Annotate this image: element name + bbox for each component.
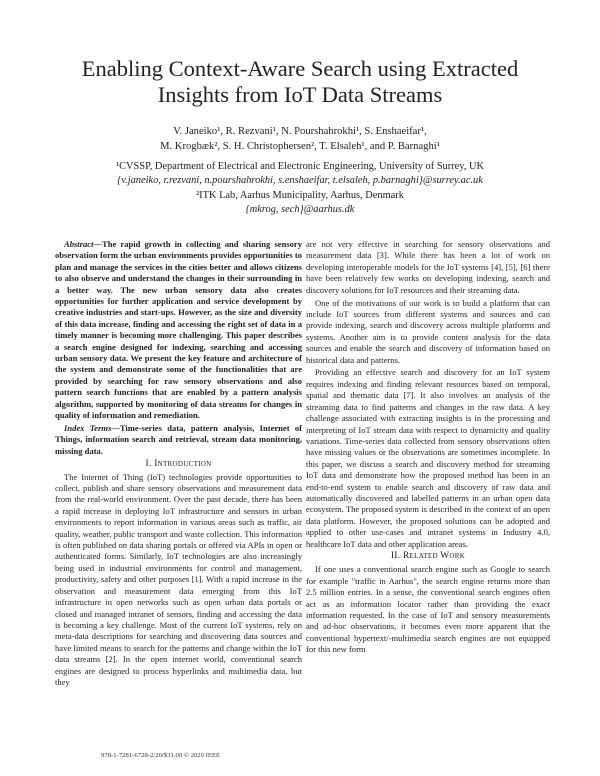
copyright-notice: 978-1-7281-6728-2/20/$31.00 © 2020 IEEE (101, 752, 221, 759)
authors-line-2: M. Krogbæk², S. H. Christophersen², T. Elsaleh¹, and P. Barnaghi¹ (160, 141, 440, 152)
affiliation-1: ¹CVSSP, Department of Electrical and Electronic Engineering, University of Surrey, UK (115, 161, 485, 172)
abstract-label: Abstract (64, 239, 94, 249)
authors-line-1: V. Janeiko¹, R. Rezvani¹, N. Pourshahrokhi¹, S. Enshaeifar¹, (173, 126, 427, 137)
abstract-text: —The rapid growth in collecting and sharing sensory observation form the urban environments provides opportunities to plan and manage the services in the cities better and allows citizens to also observe and understand the changes in their surrounding in a better way. The new urban sensory data also creates opportunities for further application and service development by creative industries and start-ups. However, as the size and diversity of this data increase, finding and accessing the right set of data in a timely manner is becoming more challenging. This paper describes a search engine designed for indexing, searching and accessing urban sensory data. We present the key feature and architecture of the system and demonstrate some of the functionalities that are provided by searching for raw sensory observations and also pattern search functions that are enabled by a pattern analysis algorithm, supported by monitoring of data streams for changes in quality of information and remediation. (55, 239, 302, 421)
intro-paragraph-3: Providing an effective search and discovery for an IoT system requires indexing and finding relevant resources based on temporal, spatial and thematic data [7]. It also involves an analysis of the streaming data to find patterns and changes in the raw data. A key challenge associated with extracting insights is in the processing and interpreting of IoT stream data with respect to dynamicity and quality variations. Time-series data collected from sensory observations often have missing values or the observations are sometimes incomplete. In this paper, we discuss a search and discovery method for streaming IoT data and demonstrate how the proposed method has been in an end-to-end system to enable search and discovery of raw data and automatically discovered and labelled patterns in an urban open data ecosystem. The proposed system is described in the context of an open data platform. However, the proposed solutions can be adopted and applied to other use-cases and intranet systems in Industry 4.0, healthcare IoT data and other application areas. (306, 367, 550, 549)
title-line-1: Enabling Context-Aware Search using Extracted (81, 56, 519, 81)
abstract (55, 239, 302, 422)
affiliations (40, 160, 560, 218)
right-column (306, 239, 550, 656)
intro-paragraph-1: The Internet of Thing (IoT) technologies provide opportunities to collect, publish and share sensory observations and measurement data from the real-world environment. Over the past decade, there has been a rapid increase in deploying IoT infrastructure and sensors in urban environments to report information in various areas such as traffic, air quality, weather, public transport and waste collection. This information is often published on data sharing portals or offered via APIs in open or authenticated forms. Similarly, IoT technologies are also increasingly being used in industrial environments for control and management, productivity, safety and other purposes [1]. With a rapid increase in the observation and measurement data emerging from this IoT infrastructure in open networks such as open urban data portals or closed and managed intranet of sensors, finding and accessing the data is becoming a key challenge. Most of the current IoT systems, rely on meta-data descriptions for searching and discovering data sources and have limited means to search for the patterns and change within the IoT data streams [2]. In the open internet world, conventional search engines are designed to process hyperlinks and multimedia data, but they (55, 471, 302, 687)
affiliation-2: ²ITK Lab, Aarhus Municipality, Aarhus, Denmark (196, 189, 404, 201)
index-terms-text: —Time-series data, pattern analysis, Internet of Things, information search and retrieval, stream data monitoring, missing data. (55, 423, 302, 456)
intro-paragraph-continued: are not very effective in searching for sensory observations and measurement data [3]. While there has been a lot of work on developing interoperable models for the IoT systems [4], [5], [6] there have been relatively few works on developing indexing, search and discovery solutions for IoT resources and their streaming data. (306, 239, 550, 295)
left-column (55, 239, 302, 688)
title-line-2: Insights from IoT Data Streams (157, 82, 443, 107)
section-heading-introduction: I. Introduction (145, 458, 212, 469)
related-work-paragraph-1: If one uses a conventional search engine such as Google to search for example "traffic in Aarhus", the search engine returns more than 2.5 million entries. In a sense, the conventional search engines often act as an information locator rather than providing the exact information requested. In the case of IoT and sensory measurements and ad-hoc observations, it becomes even more apparent that the conventional hypertext/-multimedia search engines are not equipped for this new form (306, 564, 550, 655)
author-list (40, 124, 560, 154)
affiliation-2-emails: {mkrog, sech}@aarhus.dk (245, 204, 355, 216)
section-heading-related-work: II. Related Work (390, 551, 466, 562)
index-terms (55, 423, 302, 457)
affiliation-1-emails: {v.janeiko, r.rezvani, n.pourshahrokhi, s.enshaeifar, t.elsaleh, p.barnaghi}@surrey.ac.uk (117, 175, 483, 187)
paper-title (40, 56, 560, 108)
intro-paragraph-2: One of the motivations of our work is to build a platform that can include IoT sources from different systems and sources and can provide indexing, search and discovery across multiple platforms and systems. Another aim is to provide content analysis for the data sources and enable the search and discovery of information based on historical data and patterns. (306, 297, 550, 365)
index-terms-label: Index Terms (64, 423, 112, 433)
